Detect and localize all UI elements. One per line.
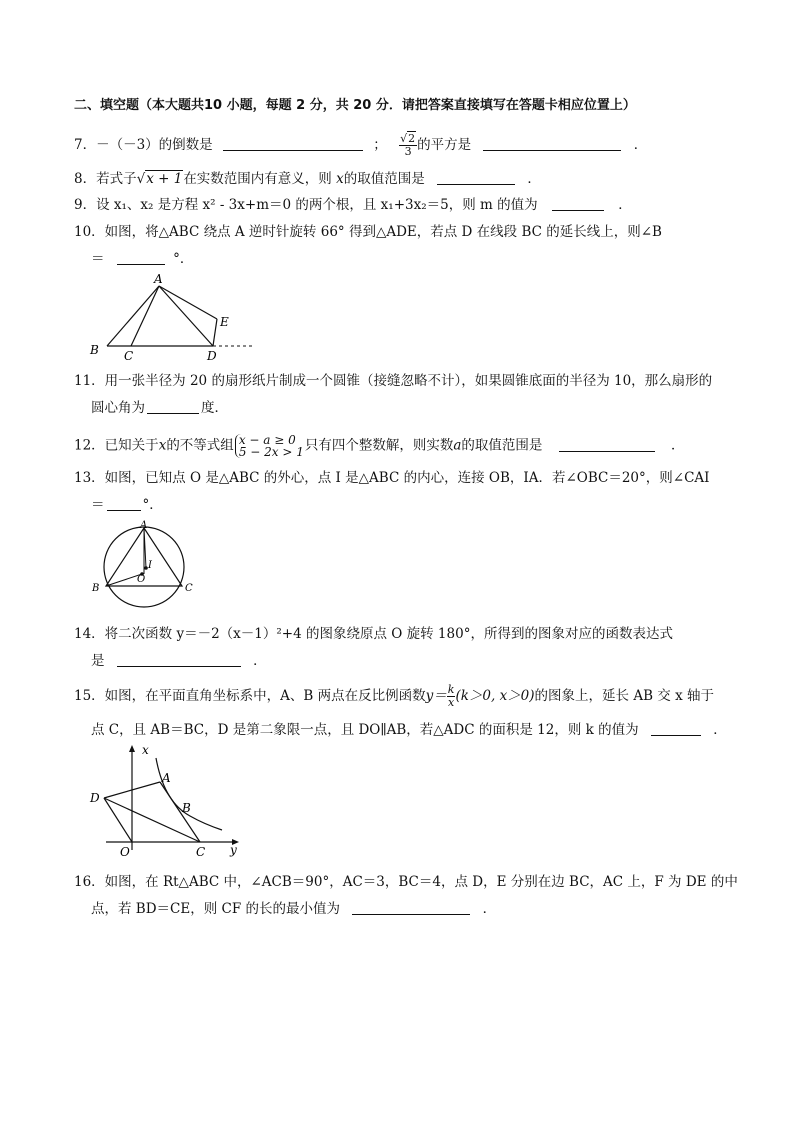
q15-answer-blank[interactable] <box>651 721 701 736</box>
figure-15 <box>86 742 246 862</box>
fig15-label-x: x <box>142 743 149 757</box>
q16-text: 点，若 BD＝CE，则 CF 的长的最小值为 <box>91 901 340 917</box>
q16-end: ． <box>482 901 497 917</box>
fig15-label-A: A <box>162 771 171 785</box>
question-16-line-2 <box>91 900 496 918</box>
q7-answer-blank-1[interactable] <box>223 136 363 151</box>
q7-fraction <box>399 133 417 158</box>
figure-10 <box>86 272 256 366</box>
fig15-label-O: O <box>120 845 130 859</box>
q8-answer-blank[interactable] <box>437 170 515 185</box>
q14-text: 是 <box>91 653 105 669</box>
q11-text: 圆心角为 <box>91 400 145 416</box>
q8-radicand: x + 1 <box>146 171 183 187</box>
q16-answer-blank[interactable] <box>352 900 470 915</box>
question-12 <box>74 434 685 458</box>
q12-var-2: a <box>453 437 462 454</box>
q15-text-a: 15．如图，在平面直角坐标系中，A、B 两点在反比例函数 <box>74 688 426 704</box>
fig15-label-D: D <box>90 791 100 805</box>
q8-text-b: 在实数范围内有意义，则 <box>183 171 332 187</box>
q15-frac-num: k <box>447 683 455 696</box>
q7-end: ． <box>633 137 648 153</box>
fig10-label-E: E <box>220 315 229 329</box>
fig13-label-A: A <box>140 520 148 531</box>
q15-func-y: y＝ <box>425 688 447 704</box>
figure-13 <box>86 518 196 610</box>
q7-separator: ； <box>373 137 387 153</box>
q12-ineq-2: 5 − 2x > 1 <box>238 445 304 459</box>
q12-var: x <box>158 437 167 454</box>
question-10-line-1: 10．如图，将△ABC 绕点 A 逆时针旋转 66° 得到△ADE，若点 D 在线段 BC 的延长线上，则∠B <box>74 224 662 240</box>
question-15-line-1 <box>74 684 714 709</box>
q8-end: ． <box>527 171 541 187</box>
q8-var: x <box>336 171 344 187</box>
q12-text-c: 只有四个整数解，则实数 <box>304 437 454 454</box>
q8-text-c: 的取值范围是 <box>343 171 425 187</box>
q11-end: 度． <box>201 400 228 416</box>
q7-text-a: 7．－（－3）的倒数是 <box>74 137 213 153</box>
q12-text-a: 12．已知关于 <box>74 437 159 454</box>
q12-text-d: 的取值范围是 <box>461 437 543 454</box>
fig15-label-C: C <box>196 845 206 859</box>
question-14-line-1: 14．将二次函数 y＝－2（x－1）²+4 的图象绕原点 O 旋转 180°，所得到的图象对应的函数表达式 <box>74 626 673 642</box>
q9-text: 9．设 x₁、x₂ 是方程 x² - 3x+m＝0 的两个根，且 x₁+3x₂＝5，则 m 的值为 <box>74 197 538 213</box>
q12-end: ． <box>671 437 685 454</box>
q7-answer-blank-2[interactable] <box>483 136 621 151</box>
q10-equals: ＝ <box>91 251 105 267</box>
fig10-label-B: B <box>90 343 99 357</box>
q12-inequality-system <box>235 434 304 458</box>
question-7 <box>74 133 647 158</box>
q12-ineq-1: x − a ≥ 0 <box>238 433 296 447</box>
fig10-label-D: D <box>207 349 217 363</box>
fig13-label-I: I <box>148 560 152 571</box>
fig10-label-A: A <box>154 272 163 286</box>
q15-frac-den: x <box>448 696 455 709</box>
fig15-label-y: y <box>230 843 237 857</box>
fig13-label-B: B <box>92 583 100 594</box>
question-8 <box>74 170 541 188</box>
q7-text-b: 的平方是 <box>417 137 472 153</box>
q7-denominator: 3 <box>404 145 412 158</box>
q10-answer-blank[interactable] <box>117 250 165 265</box>
q15-text-c: 点 C，且 AB＝BC，D 是第二象限一点，且 DO∥AB，若△ADC 的面积是 12，则 k 的值为 <box>91 722 639 738</box>
q13-equals: ＝ <box>91 497 105 513</box>
q14-end: ． <box>253 653 267 669</box>
fig10-label-C: C <box>124 349 134 363</box>
question-15-line-2 <box>91 721 727 739</box>
q9-end: ． <box>618 197 632 213</box>
question-13-line-1: 13．如图，已知点 O 是△ABC 的外心，点 I 是△ABC 的内心，连接 OB，IA．若∠OBC＝20°，则∠CAI <box>74 470 710 486</box>
q9-answer-blank[interactable] <box>552 196 604 211</box>
q12-answer-blank[interactable] <box>559 437 655 452</box>
section-title: 二、填空题（本大题共10 小题，每题 2 分，共 20 分．请把答案直接填写在答题卡相应位置上） <box>74 98 636 113</box>
q15-condition: (k＞0, x＞0) <box>455 688 535 704</box>
question-10-line-2 <box>91 250 193 268</box>
q13-end: °． <box>142 497 163 513</box>
question-11-line-1: 11．用一张半径为 20 的扇形纸片制成一个圆锥（接缝忽略不计），如果圆锥底面的半径为 10，那么扇形的 <box>74 373 713 389</box>
q15-text-b: 的图象上，延长 AB 交 x 轴于 <box>534 688 714 704</box>
q8-text-a: 8．若式子 <box>74 171 137 187</box>
q14-answer-blank[interactable] <box>117 652 241 667</box>
question-13-line-2 <box>91 496 163 514</box>
fig15-label-B: B <box>182 801 191 815</box>
q12-text-b: 的不等式组 <box>166 437 234 454</box>
q10-end: °． <box>173 251 194 267</box>
fig13-label-O: O <box>137 574 146 585</box>
sqrt-icon: √ <box>136 171 146 187</box>
sqrt-icon: √ <box>400 132 408 145</box>
q13-answer-blank[interactable] <box>107 496 141 511</box>
q15-end: ． <box>713 722 727 738</box>
question-11-line-2 <box>91 399 228 417</box>
question-16-line-1: 16．如图，在 Rt△ABC 中，∠ACB＝90°，AC＝3，BC＝4，点 D，E 分别在边 BC，AC 上，F 为 DE 的中 <box>74 874 738 890</box>
q11-answer-blank[interactable] <box>147 399 199 414</box>
question-9 <box>74 196 632 214</box>
q7-sqrt-value: 2 <box>408 132 416 145</box>
fig13-label-C: C <box>185 583 193 594</box>
question-14-line-2 <box>91 652 267 670</box>
